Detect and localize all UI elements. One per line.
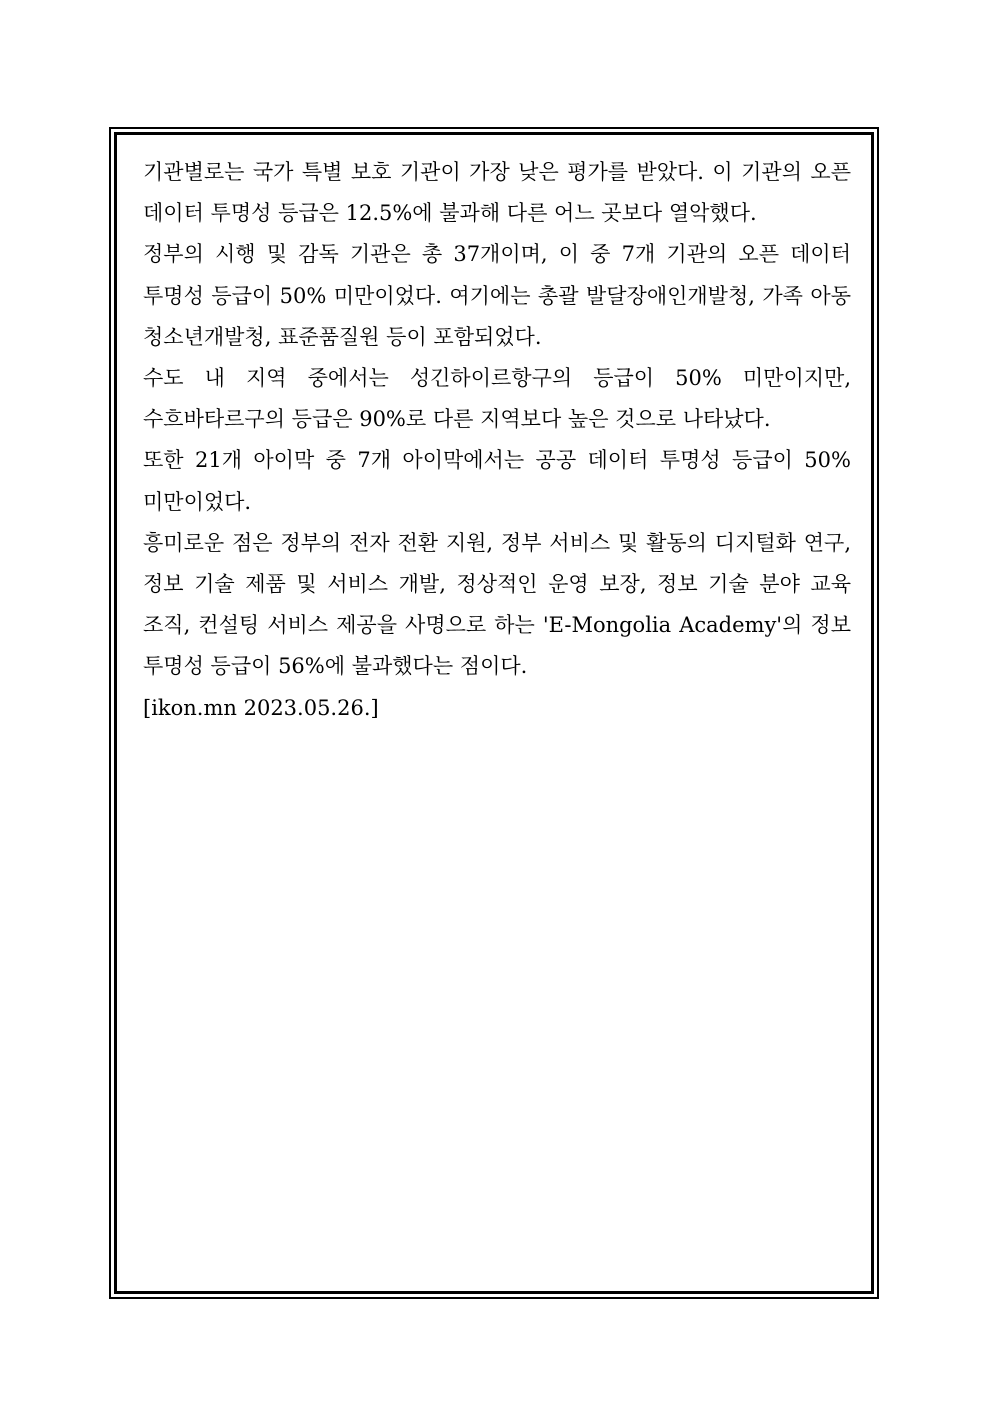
document-body — [143, 152, 851, 729]
source-citation: [ikon.mn 2023.05.26.] — [143, 695, 379, 720]
paragraph-agency-rating: 기관별로는 국가 특별 보호 기관이 가장 낮은 평가를 받았다. 이 기관의 오픈 데이터 투명성 등급은 12.5%에 불과해 다른 어느 곳보다 열악했다. — [143, 160, 851, 226]
paragraph-capital-districts: 수도 내 지역 중에서는 성긴하이르항구의 등급이 50% 미만이지만, 수흐바타르구의 등급은 90%로 다른 지역보다 높은 것으로 나타났다. — [143, 366, 851, 432]
paragraph-e-mongolia-academy: 흥미로운 점은 정부의 전자 전환 지원, 정부 서비스 및 활동의 디지털화 연구, 정보 기술 제품 및 서비스 개발, 정상적인 운영 보장, 정보 기술 분야 교육 조직, 컨설팅 서비스 제공을 사명으로 하는 'E-Mongolia Academy'의 정보 투명성 등급이 56%에 불과했다는 점이다. — [143, 530, 851, 679]
paragraph-aimags: 또한 21개 아이막 중 7개 아이막에서는 공공 데이터 투명성 등급이 50% 미만이었다. — [143, 448, 851, 514]
paragraph-implementing-agencies: 정부의 시행 및 감독 기관은 총 37개이며, 이 중 7개 기관의 오픈 데이터 투명성 등급이 50% 미만이었다. 여기에는 총괄 발달장애인개발청, 가족 아동 청소년개발청, 표준품질원 등이 포함되었다. — [143, 242, 851, 349]
